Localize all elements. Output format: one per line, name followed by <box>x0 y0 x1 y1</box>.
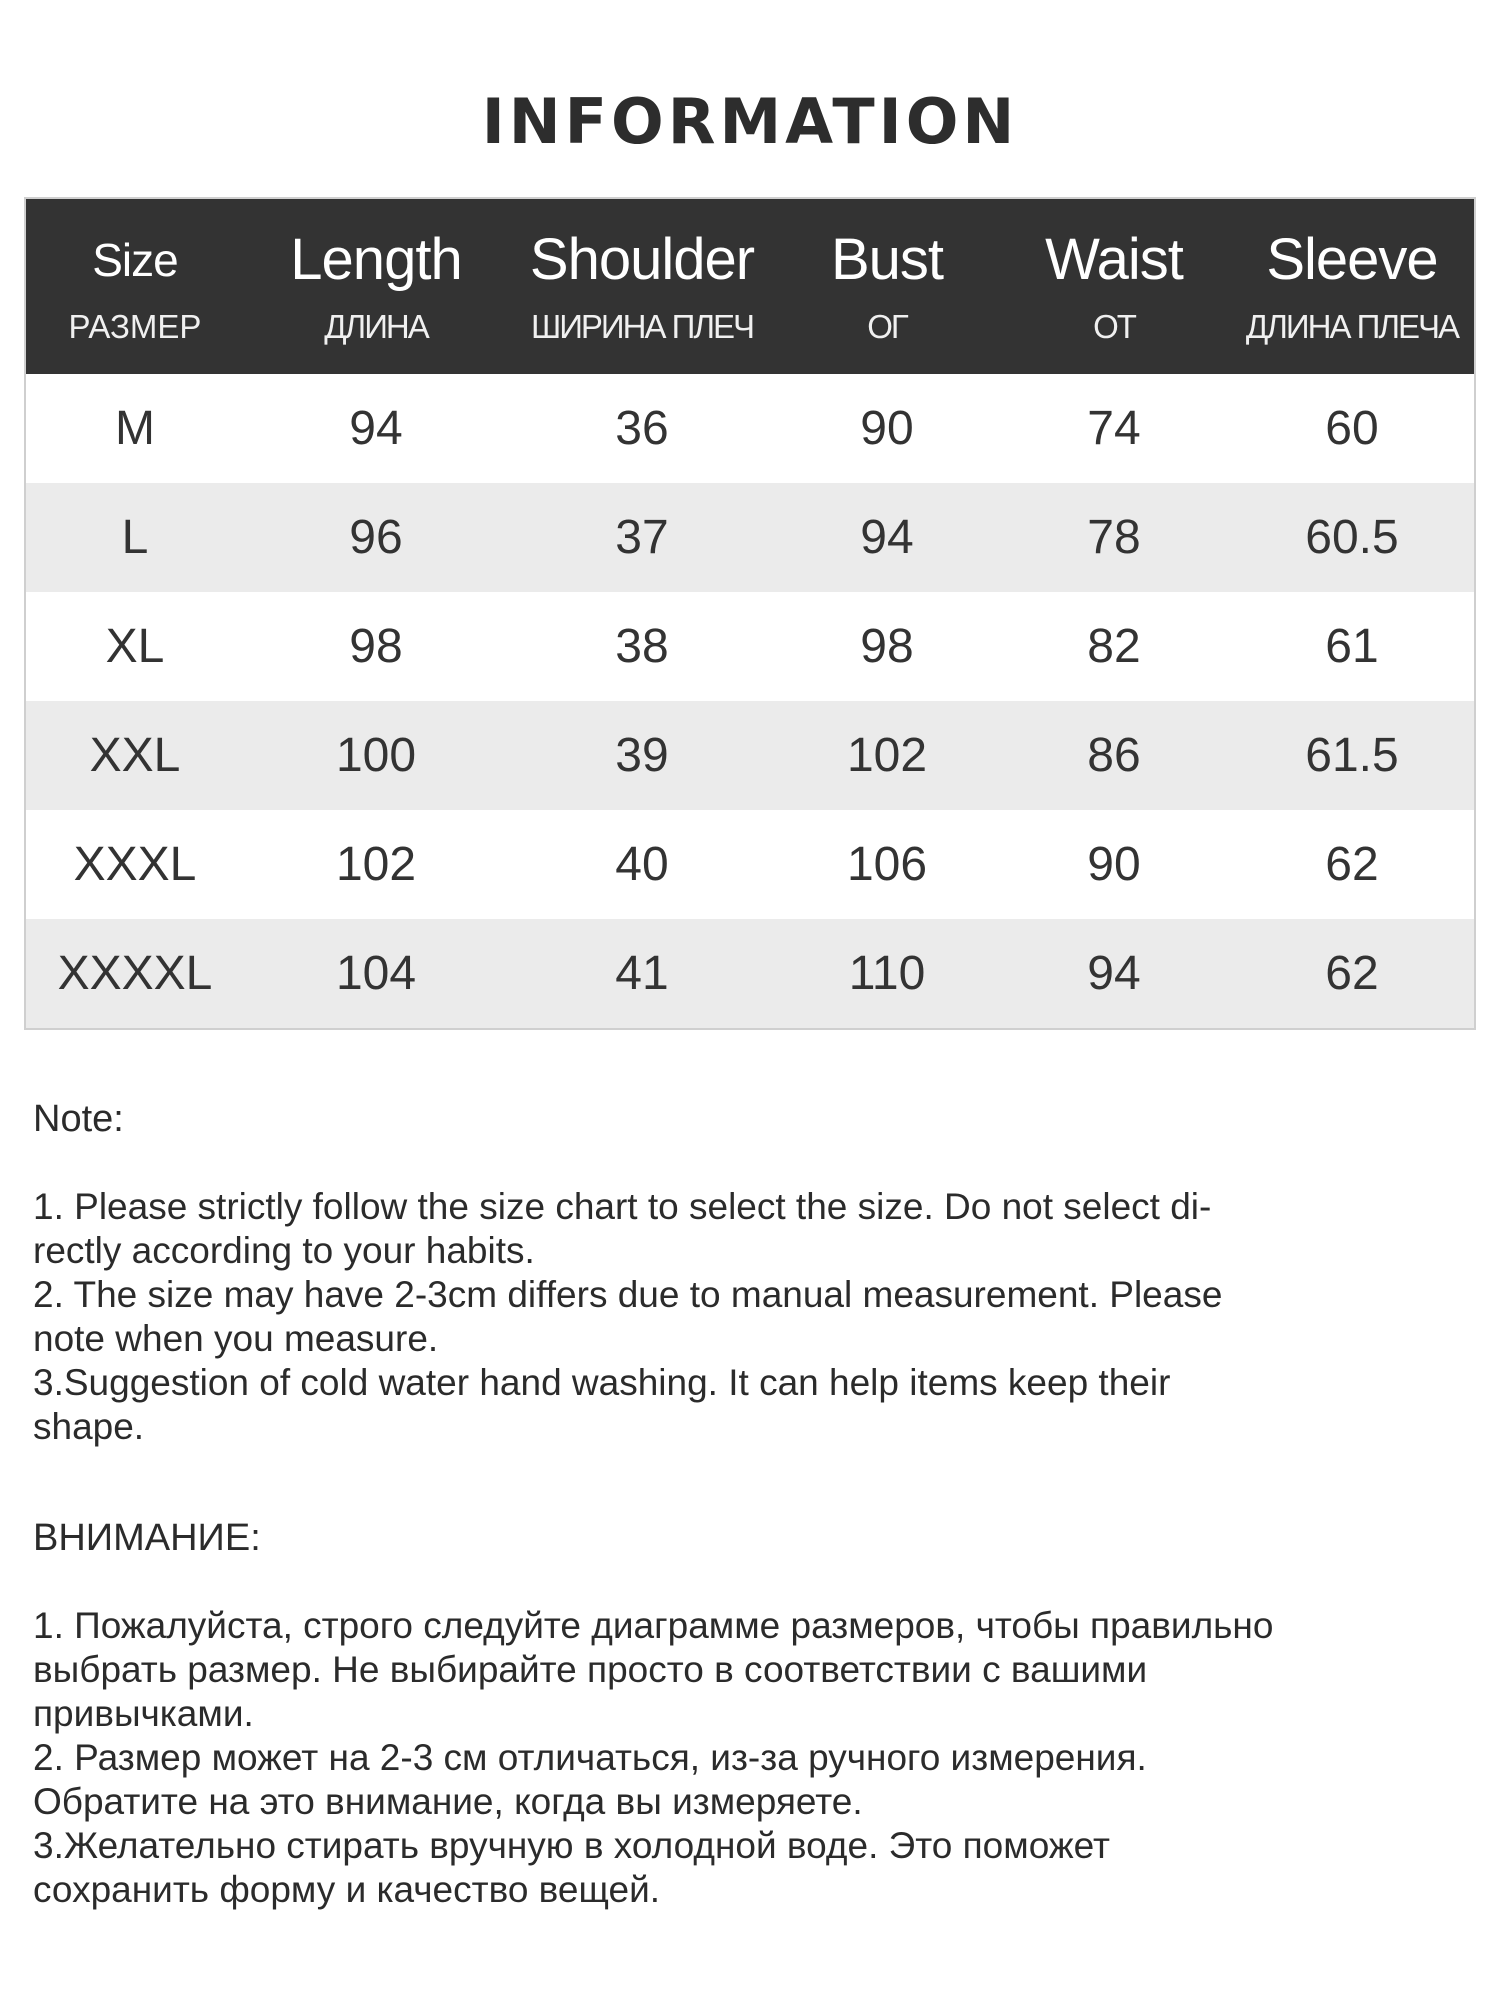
note-line: shape. <box>33 1406 145 1447</box>
note-line: 2. Размер может на 2-3 см отличаться, из-за ручного измерения. <box>33 1737 1147 1778</box>
cell-size: L <box>121 511 149 564</box>
cell-sleeve: 61 <box>1325 620 1379 673</box>
cell-length: 96 <box>349 511 403 564</box>
table-row <box>26 483 1474 592</box>
note-line: note when you measure. <box>33 1318 439 1359</box>
note-line: Обратите на это внимание, когда вы измеряете. <box>33 1781 863 1822</box>
cell-length: 102 <box>335 838 417 891</box>
column-header-sublabel: ОТ <box>1093 307 1135 345</box>
column-header-waist <box>998 225 1230 349</box>
note-line: 1. Пожалуйста, строго следуйте диаграмме размеров, чтобы правильно <box>33 1605 1274 1646</box>
table-row <box>26 374 1474 483</box>
table-row <box>26 919 1474 1028</box>
cell-sleeve: 60 <box>1325 402 1379 455</box>
cell-waist: 82 <box>1087 620 1141 673</box>
cell-bust: 94 <box>860 511 914 564</box>
table-row <box>26 592 1474 701</box>
column-header-label: Shoulder <box>529 226 755 292</box>
page-title: INFORMATION <box>481 85 1019 158</box>
cell-shoulder: 40 <box>615 838 669 891</box>
cell-sleeve: 62 <box>1325 947 1379 1000</box>
cell-size: XXL <box>89 729 181 782</box>
cell-bust: 106 <box>846 838 928 891</box>
cell-size: M <box>115 402 155 455</box>
table-row <box>26 810 1474 919</box>
column-header-shoulder <box>508 225 776 349</box>
column-header-label: Sleeve <box>1266 226 1438 292</box>
note-heading: Note: <box>33 1098 124 1140</box>
cell-shoulder: 39 <box>615 729 669 782</box>
cell-length: 104 <box>335 947 417 1000</box>
size-chart-table <box>24 197 1476 1030</box>
column-header-sublabel: РАЗМЕР <box>68 307 202 345</box>
note-line: выбрать размер. Не выбирайте просто в соответствии с вашими <box>33 1649 1148 1690</box>
cell-waist: 74 <box>1087 402 1141 455</box>
cell-sleeve: 60.5 <box>1305 511 1399 564</box>
cell-bust: 110 <box>848 947 926 1000</box>
column-header-sublabel: ШИРИНА ПЛЕЧ <box>530 307 754 345</box>
cell-size: XL <box>105 620 165 673</box>
note-line: 3.Suggestion of cold water hand washing. It can help items keep their <box>33 1362 1171 1403</box>
note-line: сохранить форму и качество вещей. <box>33 1869 661 1910</box>
column-header-size <box>26 225 244 349</box>
note-line: rectly according to your habits. <box>33 1230 535 1271</box>
cell-waist: 78 <box>1087 511 1141 564</box>
note-line: 1. Please strictly follow the size chart to select the size. Do not select di- <box>33 1186 1212 1227</box>
column-header-sublabel: ОГ <box>867 307 907 345</box>
cell-size: XXXL <box>73 838 197 891</box>
table-row <box>26 701 1474 810</box>
cell-waist: 94 <box>1087 947 1141 1000</box>
cell-sleeve: 62 <box>1325 838 1379 891</box>
cell-shoulder: 37 <box>615 511 669 564</box>
cell-shoulder: 41 <box>615 947 669 1000</box>
column-header-label: Size <box>92 233 178 286</box>
note-line: 2. The size may have 2-3cm differs due to manual measurement. Please <box>33 1274 1223 1315</box>
cell-shoulder: 36 <box>615 402 669 455</box>
note-russian <box>33 1516 1473 1912</box>
cell-waist: 86 <box>1087 729 1141 782</box>
cell-shoulder: 38 <box>615 620 669 673</box>
cell-size: XXXXL <box>57 947 213 1000</box>
column-header-sleeve <box>1230 225 1474 349</box>
column-header-length <box>244 225 508 349</box>
cell-length: 100 <box>335 729 417 782</box>
cell-waist: 90 <box>1087 838 1141 891</box>
table-header-row <box>26 199 1474 374</box>
column-header-sublabel: ДЛИНА ПЛЕЧА <box>1245 307 1459 345</box>
cell-bust: 90 <box>860 402 914 455</box>
column-header-label: Bust <box>830 226 944 292</box>
cell-sleeve: 61.5 <box>1305 729 1399 782</box>
column-header-sublabel: ДЛИНА <box>324 307 428 345</box>
cell-length: 94 <box>349 402 403 455</box>
note-heading: ВНИМАНИЕ: <box>33 1517 261 1559</box>
note-line: 3.Желательно стирать вручную в холодной воде. Это поможет <box>33 1825 1110 1866</box>
cell-bust: 102 <box>846 729 928 782</box>
cell-length: 98 <box>349 620 403 673</box>
note-english <box>33 1097 1473 1449</box>
column-header-label: Length <box>290 226 462 292</box>
column-header-bust <box>776 225 998 349</box>
note-line: привычками. <box>33 1693 254 1734</box>
column-header-label: Waist <box>1045 226 1183 292</box>
cell-bust: 98 <box>860 620 914 673</box>
